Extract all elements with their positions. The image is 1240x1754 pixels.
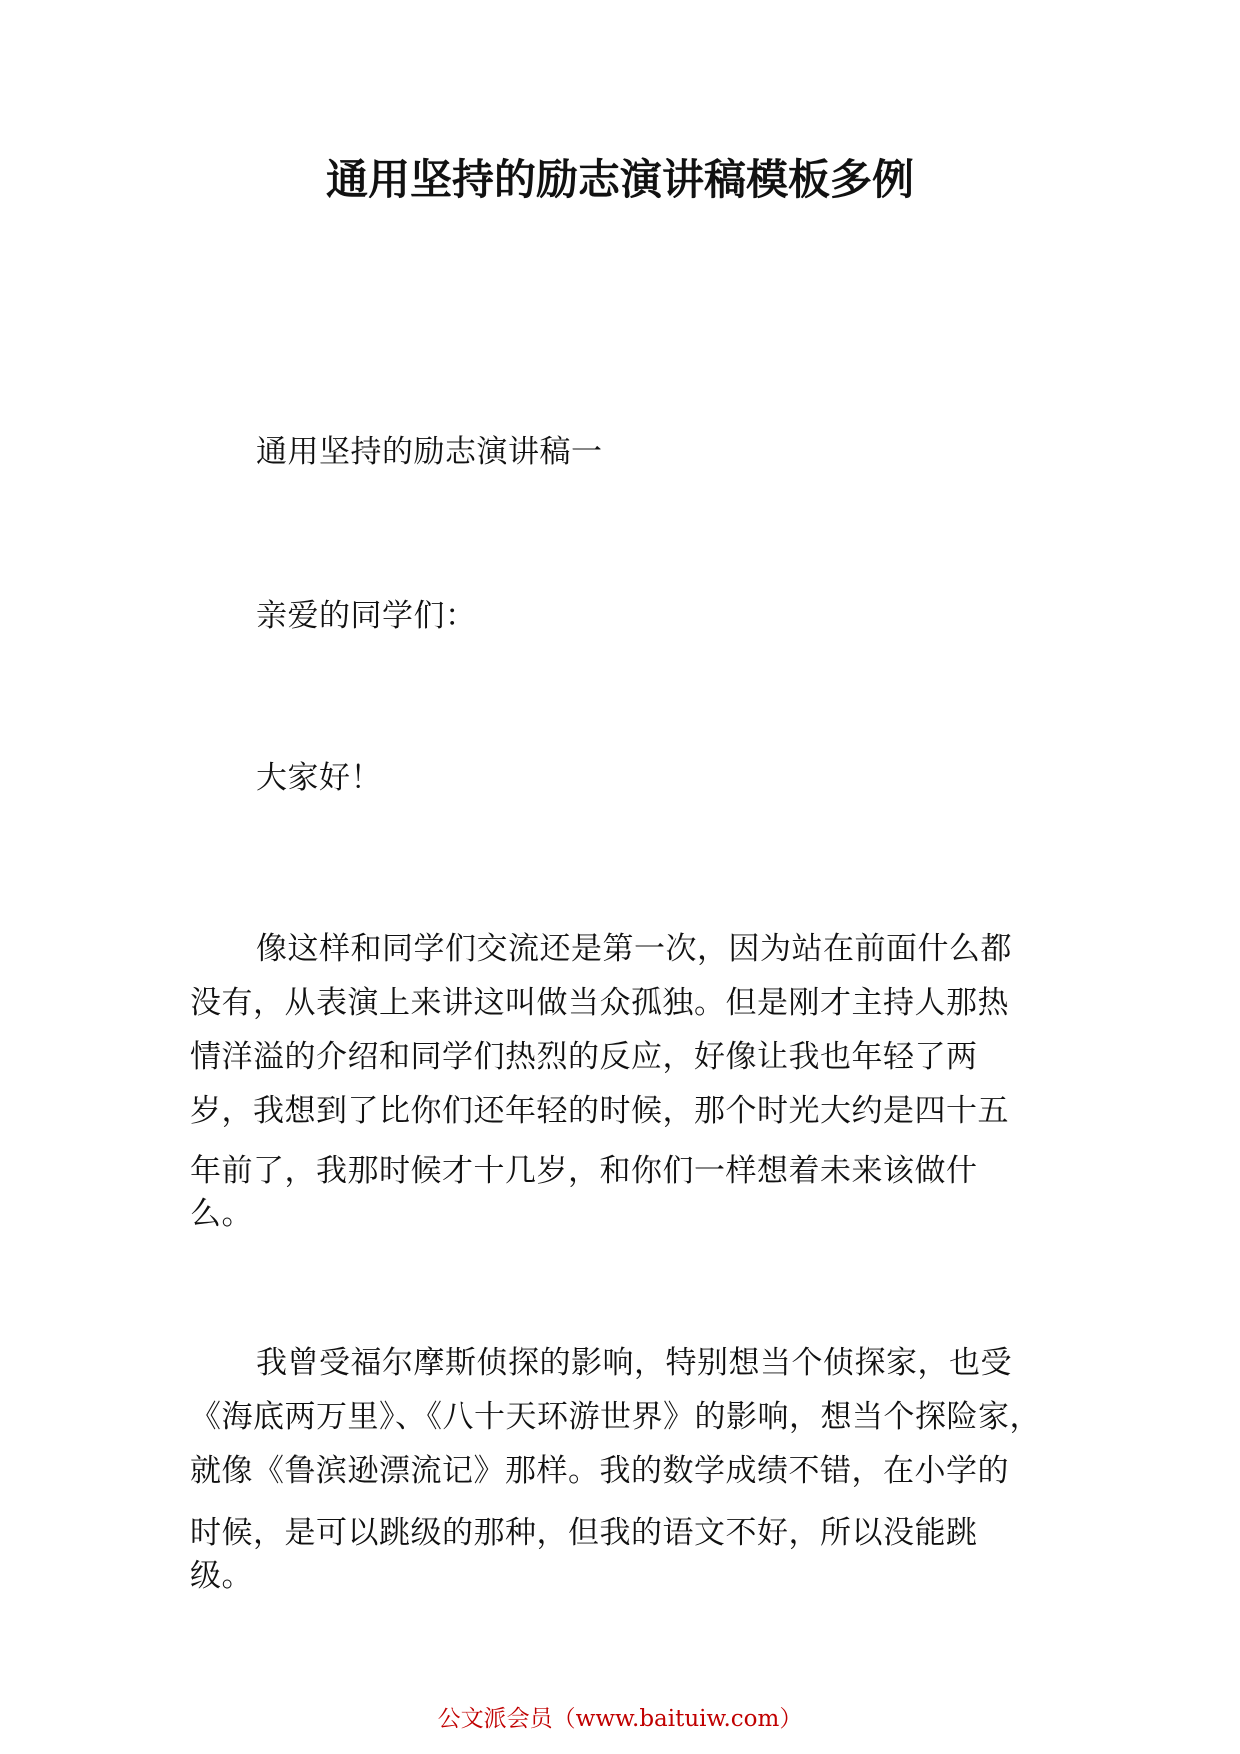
paragraph-line: 时候，是可以跳级的那种，但我的语文不好，所以没能跳: [190, 1515, 978, 1551]
greeting: 大家好！: [256, 760, 382, 796]
paragraph-2: [190, 1336, 1070, 1596]
paragraph-line: 岁，我想到了比你们还年轻的时候，那个时光大约是四十五: [190, 1093, 1009, 1129]
paragraph-line: 像这样和同学们交流还是第一次，因为站在前面什么都: [256, 931, 1012, 967]
footer-watermark: 公文派会员（www.baituiw.com）: [437, 1706, 803, 1732]
paragraph-line: 么。: [190, 1196, 253, 1232]
paragraph-line: 年前了，我那时候才十几岁，和你们一样想着未来该做什: [190, 1153, 978, 1189]
paragraph-line: 就像《鲁滨逊漂流记》那样。我的数学成绩不错，在小学的: [190, 1453, 1009, 1489]
section-heading: 通用坚持的励志演讲稿一: [256, 434, 603, 470]
paragraph-line: 我曾受福尔摩斯侦探的影响，特别想当个侦探家，也受: [256, 1345, 1012, 1381]
paragraph-line: 没有，从表演上来讲这叫做当众孤独。但是刚才主持人那热: [190, 985, 1009, 1021]
salutation: 亲爱的同学们：: [256, 598, 477, 634]
document-title: 通用坚持的励志演讲稿模板多例: [325, 155, 914, 204]
paragraph-line: 《海底两万里》、《八十天环游世界》的影响，想当个探险家，: [190, 1399, 1041, 1435]
paragraph-1: [190, 922, 1070, 1234]
paragraph-line: 级。: [190, 1558, 253, 1594]
paragraph-line: 情洋溢的介绍和同学们热烈的反应，好像让我也年轻了两: [190, 1039, 978, 1075]
